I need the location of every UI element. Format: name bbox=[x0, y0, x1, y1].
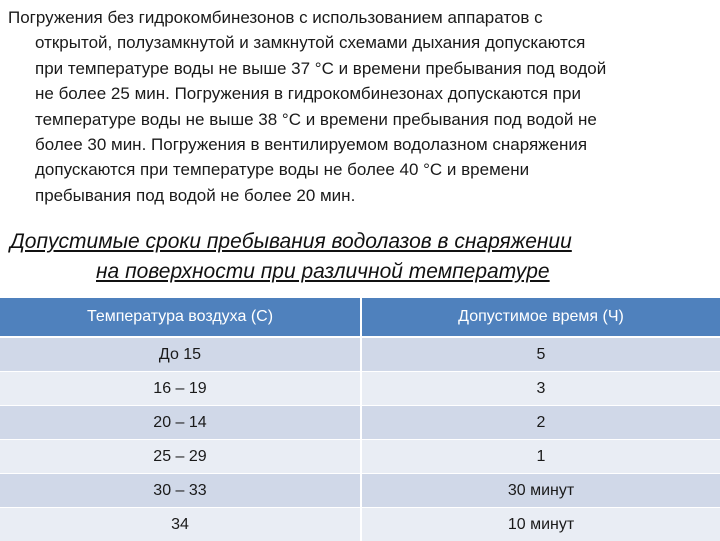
paragraph-line: не более 25 мин. Погружения в гидрокомбинезонах допускаются при bbox=[8, 81, 716, 106]
table-row bbox=[0, 474, 720, 508]
section-heading-line-2: на поверхности при различной температуре bbox=[0, 257, 720, 287]
table-cell-temperature: 34 bbox=[0, 508, 361, 541]
table-cell-time: 30 минут bbox=[361, 474, 720, 508]
table-row bbox=[0, 508, 720, 541]
column-header-air-temperature: Температура воздуха (С) bbox=[0, 298, 361, 337]
table-row bbox=[0, 406, 720, 440]
table-cell-time: 1 bbox=[361, 440, 720, 474]
table-cell-temperature: 30 – 33 bbox=[0, 474, 361, 508]
paragraph-line: Погружения без гидрокомбинезонов с использованием аппаратов с bbox=[8, 5, 716, 30]
paragraph-line: допускаются при температуре воды не более 40 °С и времени bbox=[8, 157, 716, 182]
table-cell-time: 3 bbox=[361, 372, 720, 406]
table-row bbox=[0, 440, 720, 474]
table-cell-temperature: 25 – 29 bbox=[0, 440, 361, 474]
temperature-time-table bbox=[0, 298, 720, 541]
paragraph-line: более 30 мин. Погружения в вентилируемом водолазном снаряжения bbox=[8, 132, 716, 157]
table-cell-time: 2 bbox=[361, 406, 720, 440]
section-heading-line-1: Допустимые сроки пребывания водолазов в снаряжении bbox=[0, 227, 720, 257]
table-cell-time: 5 bbox=[361, 337, 720, 372]
table-cell-time: 10 минут bbox=[361, 508, 720, 541]
table-row bbox=[0, 372, 720, 406]
table-cell-temperature: До 15 bbox=[0, 337, 361, 372]
table-cell-temperature: 16 – 19 bbox=[0, 372, 361, 406]
paragraph-line: открытой, полузамкнутой и замкнутой схемами дыхания допускаются bbox=[8, 30, 716, 55]
paragraph-line: при температуре воды не выше 37 °С и времени пребывания под водой bbox=[8, 56, 716, 81]
section-heading bbox=[0, 227, 720, 287]
table-cell-temperature: 20 – 14 bbox=[0, 406, 361, 440]
column-header-allowed-time: Допустимое время (Ч) bbox=[361, 298, 720, 337]
paragraph-line: температуре воды не выше 38 °С и времени пребывания под водой не bbox=[8, 107, 716, 132]
table-row bbox=[0, 337, 720, 372]
intro-paragraph bbox=[8, 5, 716, 208]
table-header-row bbox=[0, 298, 720, 337]
paragraph-line: пребывания под водой не более 20 мин. bbox=[8, 183, 716, 208]
